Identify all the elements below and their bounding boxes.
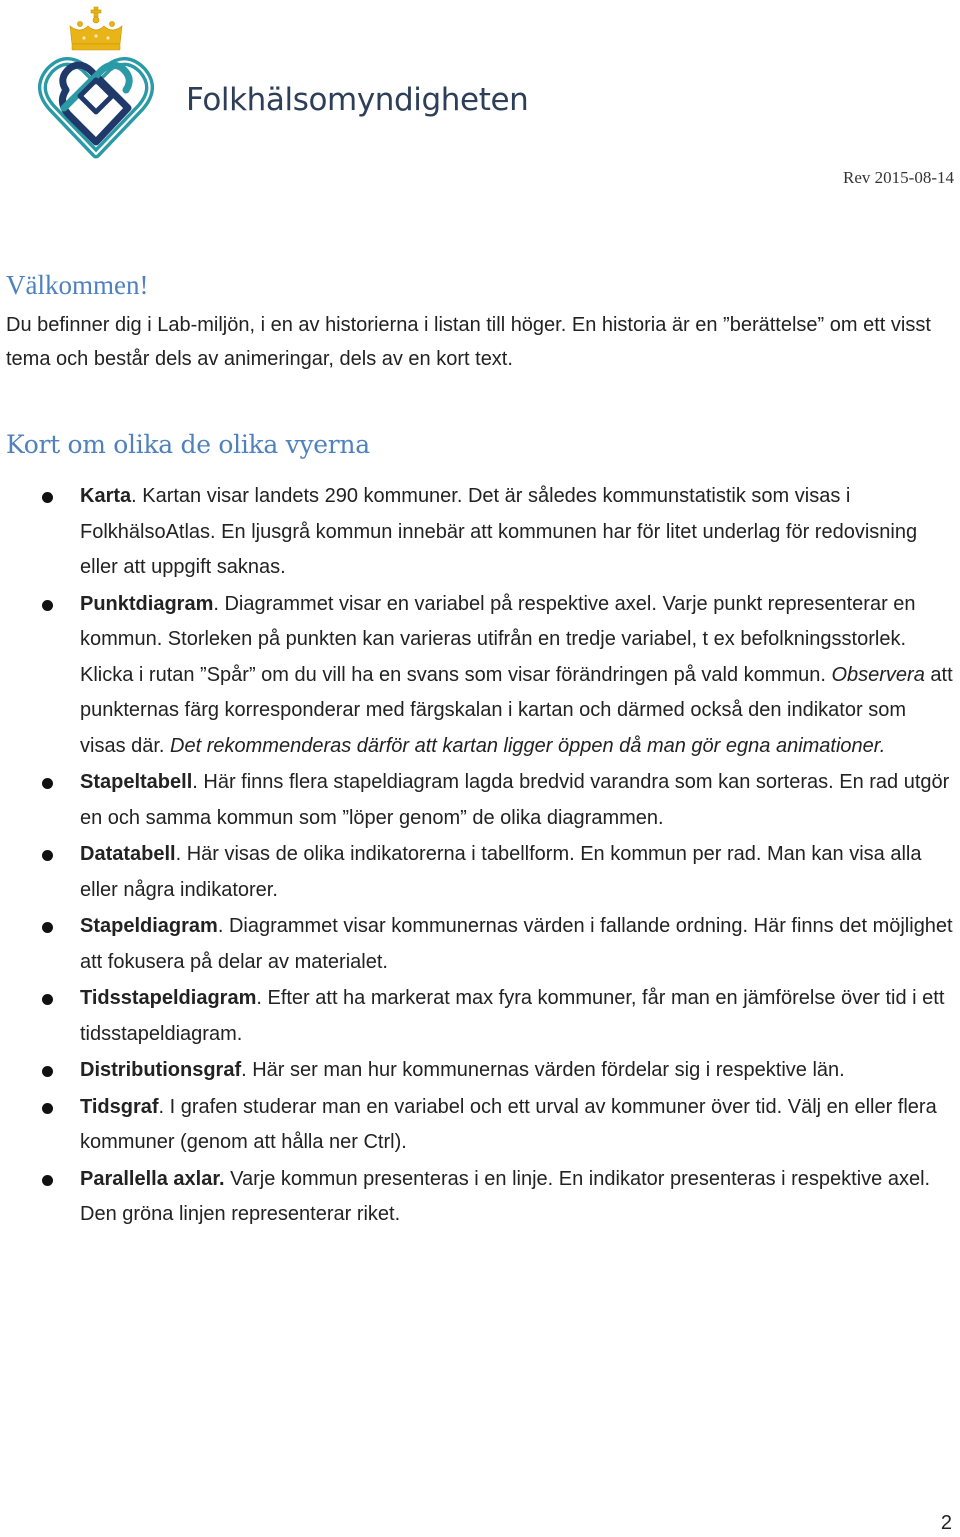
list-item-parallella-axlar	[0, 1162, 960, 1233]
bullet-icon	[42, 778, 53, 789]
item-description: . Kartan visar landets 290 kommuner. Det är således kommunstatistik som visas i FolkhälsoAtlas. En ljusgrå kommun innebär att kommunen har för litet underlag för redovisning eller att uppgift saknas.	[80, 485, 918, 578]
emphasis-note: Det rekommenderas därför att kartan ligger öppen då man gör egna animationer.	[170, 734, 886, 757]
bullet-icon	[42, 492, 53, 503]
term-label: Parallella axlar.	[80, 1167, 225, 1190]
welcome-heading: Välkommen!	[6, 270, 149, 300]
logo-wordmark: Folkhälsomyndigheten	[186, 82, 529, 118]
list-item-tidsstapeldiagram	[0, 981, 960, 1052]
item-description: . Diagrammet visar en variabel på respektive axel. Varje punkt representerar en kommun. Storleken på punkten kan varieras utifrån en tredje variabel, t ex befolkningsstorlek. Klicka i rutan ”Spår” om du vill ha en svans som visar förändringen på vald kommun.	[80, 592, 916, 686]
item-description: . Här visas de olika indikatorerna i tabellform. En kommun per rad. Man kan visa alla eller några indikatorer.	[80, 843, 922, 901]
revision-date: Rev 2015-08-14	[843, 168, 954, 187]
term-label: Distributionsgraf	[80, 1059, 242, 1081]
list-item-stapeltabell	[0, 765, 960, 836]
folkhalsomyndigheten-logo	[28, 4, 529, 164]
item-description: . Här finns flera stapeldiagram lagda bredvid varandra som kan sorteras. En rad utgör en och samma kommun som ”löper genom” de olika diagrammen.	[80, 771, 950, 829]
crown-heart-emblem-icon	[28, 4, 188, 164]
list-item-datatabell	[0, 837, 960, 908]
list-item-tidsgraf	[0, 1090, 960, 1161]
bullet-icon	[42, 1103, 53, 1114]
item-description: . Här ser man hur kommunernas värden fördelar sig i respektive län.	[241, 1059, 845, 1081]
list-item-distributionsgraf	[0, 1053, 960, 1089]
list-item-stapeldiagram	[0, 909, 960, 980]
term-label: Tidsgraf	[80, 1095, 159, 1118]
item-description: . I grafen studerar man en variabel och ett urval av kommuner över tid. Välj en eller flera kommuner (genom att hålla ner Ctrl).	[80, 1095, 937, 1153]
term-label: Stapeltabell	[80, 771, 193, 793]
bullet-icon	[42, 922, 53, 933]
bullet-icon	[42, 850, 53, 861]
bullet-icon	[42, 600, 53, 611]
item-description: . Efter att ha markerat max fyra kommuner, får man en jämförelse över tid i ett tidsstapeldiagram.	[80, 987, 945, 1045]
item-description: Varje kommun presenteras i en linje. En indikator presenteras i respektive axel. Den gröna linjen representerar riket.	[80, 1167, 931, 1225]
term-label: Stapeldiagram	[80, 915, 218, 937]
list-item-punktdiagram	[0, 587, 960, 765]
item-description: . Diagrammet visar kommunernas värden i fallande ordning. Här finns det möjlighet att fokusera på delar av materialet.	[80, 915, 953, 973]
term-label: Datatabell	[80, 843, 176, 865]
emphasis-text: Observera	[831, 663, 925, 686]
bullet-icon	[42, 1175, 53, 1186]
views-heading: Kort om olika de olika vyerna	[6, 430, 370, 459]
welcome-text: Du befinner dig i Lab-miljön, i en av historierna i listan till höger. En historia är en ”berättelse” om ett visst tema och består dels av animeringar, dels av en kort text.	[6, 314, 931, 370]
term-label: Karta	[80, 485, 132, 507]
item-description-continued: att punkternas färg korresponderar med färgskalan i kartan och därmed också den indikator som visas där.	[80, 663, 953, 757]
bullet-icon	[42, 1066, 53, 1077]
page-number: 2	[940, 1512, 952, 1534]
views-list	[0, 479, 960, 1234]
list-item-karta	[0, 479, 960, 586]
bullet-icon	[42, 994, 53, 1005]
term-label: Tidsstapeldiagram	[80, 987, 257, 1009]
term-label: Punktdiagram	[80, 592, 214, 615]
